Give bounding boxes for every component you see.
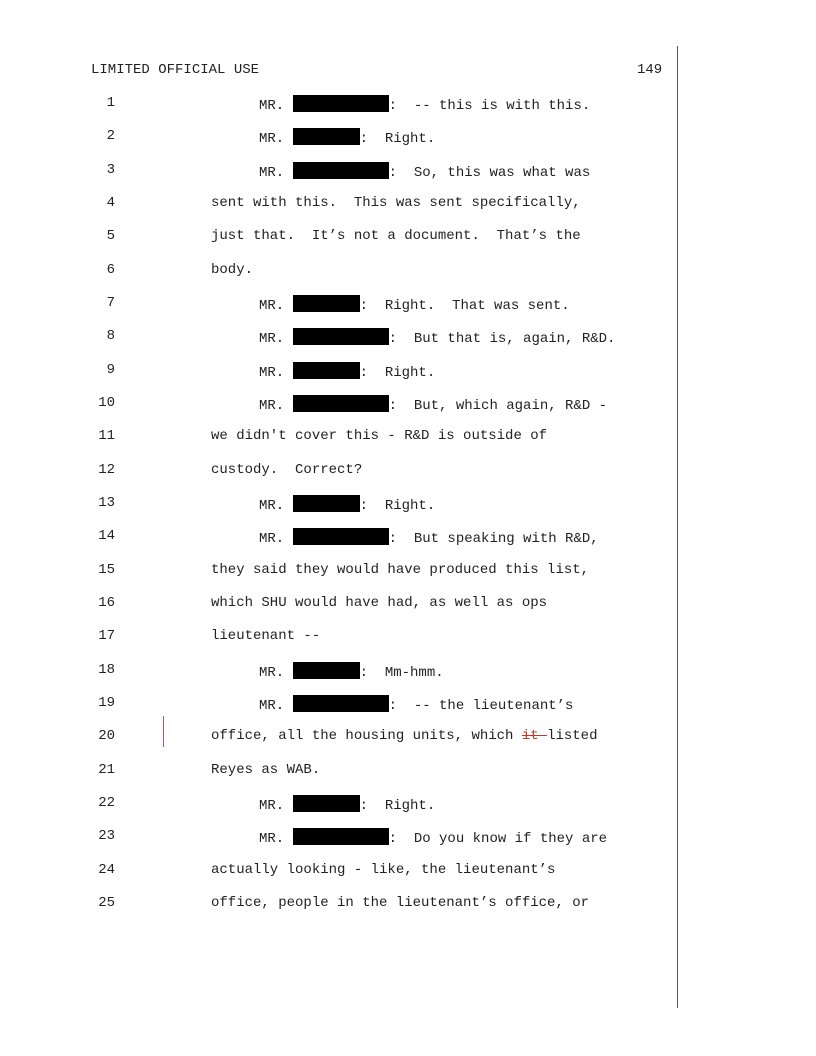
utterance: : Right.: [359, 498, 436, 514]
utterance: : Right.: [359, 365, 436, 381]
utterance: : Do you know if they are: [388, 831, 608, 847]
continuation-text: body.: [211, 262, 254, 278]
transcript-line: [0, 762, 680, 782]
speaker-title: MR.: [259, 398, 285, 414]
utterance: : Right.: [359, 798, 436, 814]
utterance: : -- the lieutenant’s: [388, 698, 574, 714]
utterance: : But speaking with R&D,: [388, 531, 599, 547]
utterance: : Mm-hmm.: [359, 665, 444, 681]
redaction-box: [293, 128, 360, 145]
line-number: 5: [106, 228, 115, 244]
speaker-title: MR.: [259, 298, 285, 314]
text-before-deletion: office, all the housing units, which: [211, 728, 522, 744]
speaker-title: MR.: [259, 331, 285, 347]
line-number: 20: [98, 728, 115, 744]
continuation-text: office, people in the lieutenant’s office, or: [211, 895, 590, 911]
text-after-deletion: listed: [547, 728, 598, 744]
line-number: 18: [98, 662, 115, 678]
speaker-line: [259, 362, 435, 381]
line-number: 4: [106, 195, 115, 211]
transcript-line: [0, 262, 680, 282]
line-number: 6: [106, 262, 115, 278]
continuation-text: Reyes as WAB.: [211, 762, 321, 778]
line-number: 3: [106, 162, 115, 178]
transcript-line: [0, 162, 680, 182]
line-number: 8: [106, 328, 115, 344]
transcript-line: [0, 395, 680, 415]
line-number: 14: [98, 528, 115, 544]
transcript-line: [0, 528, 680, 548]
redaction-box: [293, 795, 360, 812]
continuation-text: lieutenant --: [211, 628, 321, 644]
transcript-line: [0, 695, 680, 715]
transcript-line: [0, 662, 680, 682]
line-number: 13: [98, 495, 115, 511]
line-number: 12: [98, 462, 115, 478]
redaction-box: [293, 328, 389, 345]
continuation-text: which SHU would have had, as well as ops: [211, 595, 548, 611]
transcript-line: [0, 428, 680, 448]
redaction-box: [293, 362, 360, 379]
line-number: 22: [98, 795, 115, 811]
line-number: 10: [98, 395, 115, 411]
transcript-line: [0, 495, 680, 515]
utterance: : But that is, again, R&D.: [388, 331, 616, 347]
line-number: 17: [98, 628, 115, 644]
redaction-box: [293, 162, 389, 179]
page-number: 149: [637, 62, 663, 78]
utterance: : Right.: [359, 131, 436, 147]
transcript-line: [0, 795, 680, 815]
line-number: 15: [98, 562, 115, 578]
line-number: 7: [106, 295, 115, 311]
line-number: 19: [98, 695, 115, 711]
speaker-title: MR.: [259, 665, 285, 681]
transcript-line: [0, 195, 680, 215]
transcript-line: [0, 728, 680, 748]
transcript-line: [0, 462, 680, 482]
speaker-title: MR.: [259, 165, 285, 181]
redaction-box: [293, 528, 389, 545]
transcript-line: [0, 862, 680, 882]
speaker-title: MR.: [259, 131, 285, 147]
speaker-line: [259, 695, 573, 714]
speaker-title: MR.: [259, 831, 285, 847]
speaker-line: [259, 328, 615, 347]
line-number: 2: [106, 128, 115, 144]
speaker-line: [259, 795, 435, 814]
continuation-text: sent with this. This was sent specifically,: [211, 195, 581, 211]
transcript-line: [0, 595, 680, 615]
continuation-text: we didn't cover this - R&D is outside of: [211, 428, 548, 444]
line-number: 23: [98, 828, 115, 844]
continuation-text: actually looking - like, the lieutenant’s: [211, 862, 556, 878]
line-number: 9: [106, 362, 115, 378]
speaker-line: [259, 828, 607, 847]
line-number: 24: [98, 862, 115, 878]
utterance: : Right. That was sent.: [359, 298, 570, 314]
redaction-box: [293, 395, 389, 412]
transcript-line: [0, 895, 680, 915]
utterance: : -- this is with this.: [388, 98, 591, 114]
transcript-line: [0, 362, 680, 382]
transcript-line: [0, 228, 680, 248]
transcript-line: [0, 128, 680, 148]
line-number: 1: [106, 95, 115, 111]
transcript-line: [0, 295, 680, 315]
speaker-line: [259, 295, 570, 314]
speaker-title: MR.: [259, 98, 285, 114]
continuation-text: they said they would have produced this list,: [211, 562, 590, 578]
speaker-line: [259, 95, 590, 114]
utterance: : So, this was what was: [388, 165, 591, 181]
speaker-line: [259, 495, 435, 514]
continuation-text: custody. Correct?: [211, 462, 363, 478]
transcript-line: [0, 95, 680, 115]
struck-text: it: [521, 728, 548, 744]
speaker-line: [259, 528, 599, 547]
transcript-line: [0, 562, 680, 582]
speaker-title: MR.: [259, 698, 285, 714]
transcript-line: [0, 828, 680, 848]
line-number: 25: [98, 895, 115, 911]
line-number: 21: [98, 762, 115, 778]
utterance: : But, which again, R&D -: [388, 398, 608, 414]
transcript-line: [0, 328, 680, 348]
redaction-box: [293, 695, 389, 712]
line-number: 11: [98, 428, 115, 444]
speaker-line: [259, 128, 435, 147]
redaction-box: [293, 495, 360, 512]
redaction-box: [293, 828, 389, 845]
classification-header: LIMITED OFFICIAL USE: [91, 62, 260, 78]
redaction-box: [293, 95, 389, 112]
speaker-title: MR.: [259, 365, 285, 381]
speaker-line: [259, 395, 607, 414]
continuation-text: just that. It’s not a document. That’s the: [211, 228, 581, 244]
speaker-title: MR.: [259, 798, 285, 814]
speaker-title: MR.: [259, 498, 285, 514]
speaker-line: [259, 662, 444, 681]
transcript-line: [0, 628, 680, 648]
speaker-title: MR.: [259, 531, 285, 547]
redaction-box: [293, 662, 360, 679]
continuation-text: [211, 728, 598, 744]
line-number: 16: [98, 595, 115, 611]
redaction-box: [293, 295, 360, 312]
speaker-line: [259, 162, 590, 181]
